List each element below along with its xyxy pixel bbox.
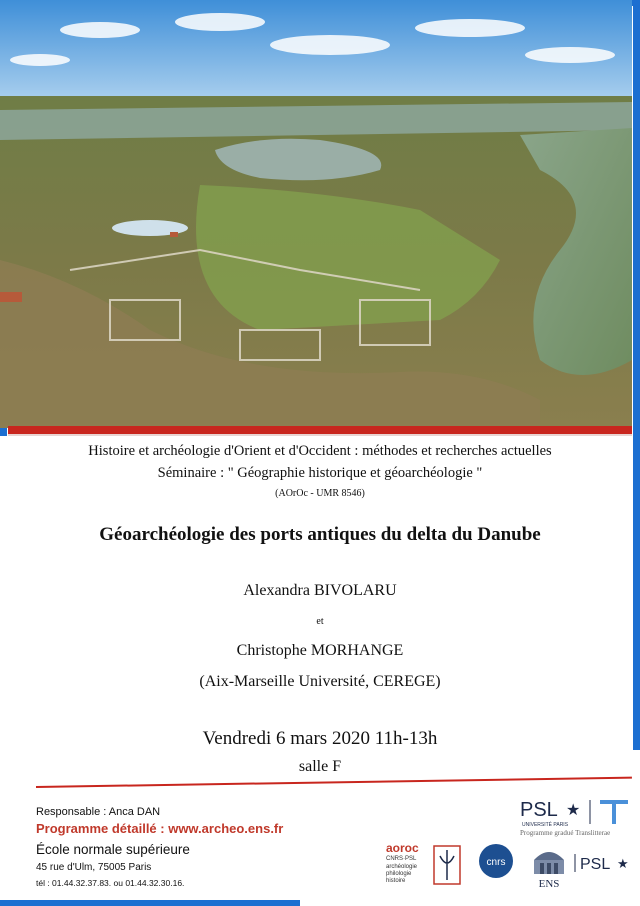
ens-logo-text: ENS (538, 878, 560, 890)
pink-divider (8, 434, 632, 436)
lab-reference: (AOrOc - UMR 8546) (275, 488, 365, 499)
speaker-2: Christophe MORHANGE (236, 642, 404, 659)
speaker-affiliation: (Aix-Marseille Université, CEREGE) (199, 673, 441, 690)
seminar-series-line: Histoire et archéologie d'Orient et d'Occident : méthodes et recherches actuelles (88, 443, 552, 459)
aoroc-line-2: philologie (386, 871, 412, 877)
psl-caption: Programme gradué Translitterae (520, 829, 611, 837)
footer-responsable: Responsable : Anca DAN (36, 806, 161, 818)
speaker-1: Alexandra BIVOLARU (243, 582, 397, 599)
red-divider (8, 426, 632, 434)
aoroc-pen-icon (434, 846, 460, 884)
event-room: salle F (298, 758, 342, 775)
ens-building-icon (534, 852, 564, 874)
footer-address: 45 rue d'Ulm, 75005 Paris (36, 862, 152, 873)
seminar-title-line: Séminaire : " Géographie historique et géoarchéologie " (157, 465, 483, 481)
psl-small-star-icon: ★ (617, 857, 629, 872)
aoroc-logo-text: aoroc (386, 841, 419, 855)
aoroc-line-3: histoire (386, 878, 406, 884)
footer-institution: École normale supérieure (36, 842, 190, 857)
psl-small-logo (574, 852, 632, 874)
ens-logo (526, 842, 572, 890)
frame-right-bar (633, 0, 640, 750)
footer-red-line (36, 777, 632, 788)
psl-star-icon: ★ (566, 800, 581, 819)
aoroc-logo (384, 840, 464, 890)
psl-logo-text: PSL (520, 799, 558, 821)
cnrs-logo-text: cnrs (486, 857, 506, 868)
event-date-time: Vendredi 6 mars 2020 11h-13h (202, 728, 438, 749)
aoroc-logo-sub: CNRS·PSL (386, 856, 417, 862)
aoroc-line-1: archéologie (386, 864, 418, 870)
psl-small-text: PSL (580, 856, 611, 873)
footer-phone: tél : 01.44.32.37.83. ou 01.44.32.30.16. (36, 878, 185, 888)
talk-title: Géoarchéologie des ports antiques du delta du Danube (99, 524, 541, 545)
psl-logo-subtext: UNIVERSITÉ PARIS (522, 822, 569, 828)
cnrs-logo (478, 843, 514, 879)
aerial-photo (0, 0, 632, 428)
speaker-connector: et (316, 616, 324, 627)
frame-bottom-bar (0, 900, 300, 906)
programme-link[interactable]: Programme détaillé : www.archeo.ens.fr (36, 821, 284, 836)
translitterae-t-icon (600, 800, 628, 824)
psl-translitterae-logo (520, 796, 632, 828)
